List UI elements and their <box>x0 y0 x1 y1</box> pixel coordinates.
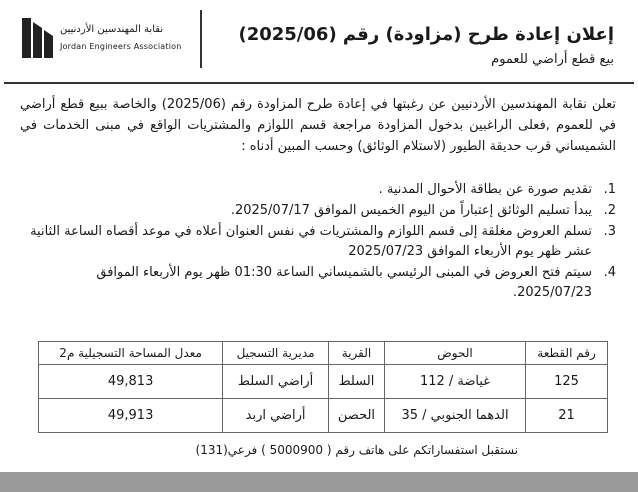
list-item <box>16 222 616 262</box>
list-item <box>16 201 616 221</box>
inquiry-phone-note: نستقبل استفساراتكم على هاتف رقم ( 5000900 ) فرعي(131) <box>195 443 518 457</box>
logo-english-text: Jordan Engineers Association <box>60 42 182 51</box>
list-item-text: تسلم العروض مغلقة إلى قسم اللوازم والمشتريات في نفس العنوان أعلاه في موعد أقصاه الساعة الثانية عشر ظهر يوم الأربعاء الموافق 2025/07/23 <box>30 224 592 259</box>
jea-logo-icon <box>22 18 54 58</box>
list-item <box>16 263 616 303</box>
cell-basin: غياضة / 112 <box>385 365 526 399</box>
table-header-row <box>39 342 608 365</box>
cell-average-area: 49,813 <box>39 365 223 399</box>
list-item-text: يبدأ تسليم الوثائق إعتباراً من اليوم الخميس الموافق 2025/07/17. <box>230 203 592 218</box>
list-item-number: 3. <box>603 224 616 239</box>
cell-average-area: 49,913 <box>39 399 223 433</box>
cell-registry-directorate: أراضي السلط <box>223 365 329 399</box>
header-divider <box>200 10 202 68</box>
intro-paragraph: تعلن نقابة المهندسين الأردنيين عن رغبتها في إعادة طرح المزاودة رقم (2025/06) والخاصة ببيع قطع أراضي في للعموم ,فعلى الراغبين بدخول المزاودة مراجعة قسم اللوازم والمشتريات الواقع في مبنى الخدمات في الشميساني قرب حديقة الطيور (لاستلام الوثائق) وحسب المبين أدناه : <box>20 97 616 154</box>
header-plot-number: رقم القطعة <box>526 342 608 365</box>
header-average-area: معدل المساحة التسجيلية م2 <box>39 342 223 365</box>
requirements-list <box>16 180 616 304</box>
announcement-subtitle: بيع قطع أراضي للعموم <box>491 52 614 67</box>
cell-plot-number: 21 <box>526 399 608 433</box>
list-item <box>16 180 616 200</box>
header-basin: الحوض <box>385 342 526 365</box>
list-item-number: 1. <box>603 182 616 197</box>
list-item-number: 4. <box>603 265 616 280</box>
cell-plot-number: 125 <box>526 365 608 399</box>
cell-basin: الدهما الجنوبي / 35 <box>385 399 526 433</box>
header-village: القرية <box>328 342 384 365</box>
cell-village: الحصن <box>328 399 384 433</box>
cell-registry-directorate: أراضي اربد <box>223 399 329 433</box>
cell-village: السلط <box>328 365 384 399</box>
jea-logo <box>22 18 202 62</box>
table-row <box>39 365 608 399</box>
land-parcels-table <box>38 341 608 433</box>
header-rule <box>4 82 634 84</box>
list-item-text: سيتم فتح العروض في المبنى الرئيسي بالشميساني الساعة 01:30 ظهر يوم الأربعاء الموافق 2025/07/23. <box>96 265 592 300</box>
header-registry-directorate: مديرية التسجيل <box>223 342 329 365</box>
list-item-number: 2. <box>603 203 616 218</box>
bottom-gray-bar <box>0 472 638 492</box>
logo-arabic-text: نقابة المهندسين الأردنيين <box>60 24 164 35</box>
list-item-text: تقديم صورة عن بطاقة الأحوال المدنية . <box>378 182 592 197</box>
announcement-title: إعلان إعادة طرح (مزاودة) رقم (2025/06) <box>238 24 614 45</box>
table-row <box>39 399 608 433</box>
